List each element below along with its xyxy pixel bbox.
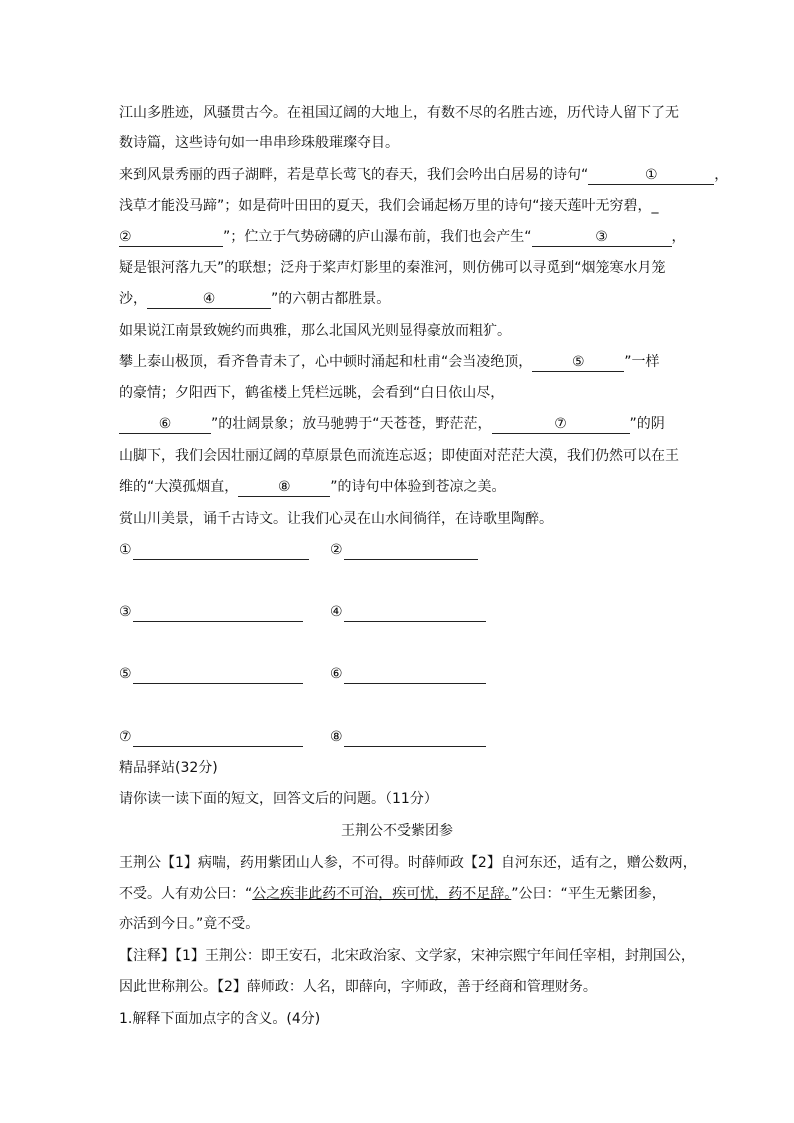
passage-line-1: 王荆公【1】病喘，药用紫团山人参，不可得。时薛师政【2】自河东还，适有之，赠公数两， [119,855,697,871]
blank-3: ③ [532,228,672,247]
question-1: 1.解释下面加点字的含义。(4分) [119,1011,321,1027]
answer-1[interactable]: ① [119,540,309,560]
blank-8: ⑧ [238,478,330,497]
section-title: 精品驿站(32分) [119,760,218,776]
intro-line-7: 沙， ④ ”的六朝古都胜景。 [119,291,391,307]
section-instruction: 请你读一读下面的短文，回答文后的问题。（11分） [119,791,438,807]
answer-1-line[interactable] [133,543,309,560]
answer-6[interactable]: ⑥ [330,664,486,684]
blank-5: ⑤ [532,353,624,372]
underlined-sentence: 公之疾非此药不可治，疾可忧，药不足辞。 [252,886,512,902]
blank-7: ⑦ [492,415,630,434]
note-line-2: 因此世称荆公。【2】薛师政：人名，即薛向，字师政，善于经商和管理财务。 [119,979,597,995]
answer-5-line[interactable] [133,667,303,684]
answer-3-line[interactable] [133,605,303,622]
intro-line-2: 数诗篇，这些诗句如一串串珍珠般璀璨夺目。 [119,135,399,151]
note-line-1: 【注释】【1】王荆公：即王安石，北宋政治家、文学家，宋神宗熙宁年间任宰相，封荆国公， [119,948,695,964]
intro-line-4: 浅草才能没马蹄”；如是荷叶田田的夏天，我们会诵起杨万里的诗句“接天莲叶无穷碧，_ [119,198,659,214]
blank-4: ④ [147,290,271,309]
passage-line-3: 亦活到今日。”竟不受。 [119,916,260,932]
intro-line-9: 攀上泰山极顶，看齐鲁青未了，心中顿时涌起和杜甫“会当凌绝顶， ⑤ ”一样 [119,354,660,370]
answer-2[interactable]: ② [330,540,478,560]
blank-2: ② [119,228,223,247]
blank-1: ① [588,166,714,185]
intro-line-3: 来到风景秀丽的西子湖畔，若是草长莺飞的春天，我们会吟出白居易的诗句“ ① ， [119,167,729,183]
intro-line-1: 江山多胜迹，风骚贯古今。在祖国辽阔的大地上，有数不尽的名胜古迹，历代诗人留下了无 [119,105,679,121]
answer-8-line[interactable] [344,730,486,747]
answer-3[interactable]: ③ [119,602,303,622]
intro-line-8: 如果说江南景致婉约而典雅，那么北国风光则显得豪放而粗犷。 [119,323,511,339]
passage-title: 王荆公不受紫团参 [341,823,453,839]
answer-5[interactable]: ⑤ [119,664,303,684]
answer-4[interactable]: ④ [330,602,486,622]
intro-line-13: 维的“大漠孤烟直， ⑧ ”的诗句中体验到苍凉之美。 [119,479,506,495]
answer-2-line[interactable] [344,543,478,560]
intro-line-11: ⑥ ”的壮阔景象；放马驰骋于“天苍苍，野茫茫， ⑦ ”的阴 [119,413,739,435]
intro-line-10: 的豪情；夕阳西下，鹤雀楼上凭栏远眺，会看到“白日依山尽， [119,385,505,401]
answer-7-line[interactable] [133,730,303,747]
answer-4-line[interactable] [344,605,486,622]
intro-line-6: 疑是银河落九天”的联想；泛舟于桨声灯影里的秦淮河，则仿佛可以寻觅到“烟笼寒水月笼 [119,260,666,276]
answer-7[interactable]: ⑦ [119,727,303,747]
blank-6: ⑥ [119,415,211,434]
answer-8[interactable]: ⑧ [330,727,486,747]
intro-line-14: 赏山川美景，诵千古诗文。让我们心灵在山水间徜徉，在诗歌里陶醉。 [119,511,553,527]
intro-line-12: 山脚下，我们会因壮丽辽阔的草原景色而流连忘返；即使面对茫茫大漠，我们仍然可以在王 [119,448,679,464]
intro-line-5: ② ”；伫立于气势磅礴的庐山瀑布前，我们也会产生“ ③ ， [119,229,686,245]
answer-6-line[interactable] [344,667,486,684]
passage-line-2: 不受。人有劝公曰：“公之疾非此药不可治，疾可忧，药不足辞。”公曰：“平生无紫团参， [119,886,666,902]
